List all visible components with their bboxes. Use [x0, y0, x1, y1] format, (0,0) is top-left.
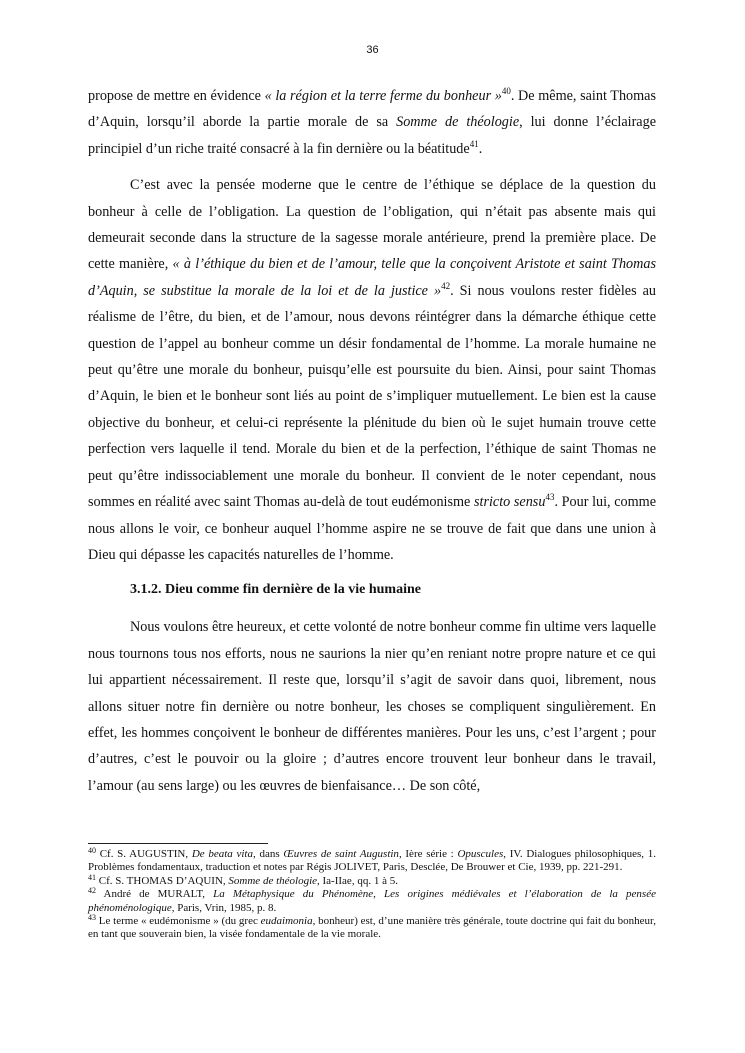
paragraph-2	[88, 172, 656, 568]
text: . Si nous voulons rester fidèles au réalisme de l’être, du bien, et de l’amour, nous devons réintégrer dans la démarche éthique cette question de l’appel au bonheur comme un désir fondamental de l’homme. La morale humaine ne peut qu’être une morale du bonheur, puisqu’elle est poursuite du bien. Ainsi, pour saint Thomas d’Aquin, le bien et le bonheur sont liés au point de s’impliquer mutuellement. Le bien est la cause objective du bonheur, et celui-ci représente la plénitude du bien où le sujet humain trouve cette perfection vers laquelle il tend. Morale du bien et de la perfection, l’éthique de saint Thomas ne peut qu’être indissociablement une morale du bonheur. Il convient de le noter cependant, nous sommes en réalité avec saint Thomas au-delà de tout eudémonisme	[88, 282, 656, 511]
text: propose de mettre en évidence	[88, 88, 265, 104]
text: dans	[255, 848, 284, 860]
footnote-number: 41	[88, 872, 96, 882]
footnotes	[88, 848, 656, 942]
footnote-ref-43[interactable]: 43	[545, 492, 555, 503]
text: , Ière série :	[398, 848, 458, 860]
text: André de MURALT,	[96, 888, 214, 901]
footnote-40	[88, 848, 656, 875]
book-title: Somme de théologie	[396, 114, 520, 131]
text: , Paris, Vrin, 1985, p. 8.	[171, 901, 277, 914]
work-title: Opuscules	[457, 848, 504, 860]
footnote-ref-40[interactable]: 40	[501, 86, 511, 96]
footnote-divider	[88, 843, 268, 844]
footnote-ref-41[interactable]: 41	[469, 138, 479, 149]
quote: « la région et la terre ferme du bonheur »	[264, 88, 502, 104]
footnote-43	[88, 915, 656, 942]
text: , Ia-IIae, qq. 1 à 5.	[317, 874, 398, 887]
footnote-42	[88, 888, 656, 915]
footnote-number: 42	[88, 886, 96, 896]
footnote-41	[88, 872, 656, 888]
work-title: Œuvres de saint Augustin	[283, 848, 399, 860]
work-title: Somme de théologie	[228, 874, 318, 887]
paragraph-3: Nous voulons être heureux, et cette volonté de notre bonheur comme fin ultime vers laquelle nous tournons tous nos efforts, nous ne saurions la nier qu’en reniant notre propre nature et ce qui lui appartient nécessairement. Il reste que, lorsqu’il s’agit de savoir dans quoi, librement, nous allons situer notre fin dernière ou notre bonheur, les choses se compliquent singulièrement. En effet, les hommes conçoivent le bonheur de différentes manières. Pour les uns, c’est l’argent ; pour d’autres, c’est le pouvoir ou la gloire ; d’autres encore trouvent leur bonheur dans le travail, l’amour (au sens large) ou les œuvres de bienfaisance… De son côté,	[88, 619, 656, 794]
footnote-number: 43	[88, 913, 96, 923]
text: Le terme « eudémonisme » (du grec	[96, 915, 261, 928]
latin-term: stricto sensu	[474, 494, 546, 511]
text: , lui donne l’éclairage principiel d’un riche traité consacré à la fin dernière ou la béatitude	[88, 114, 656, 157]
greek-term: eudaimonia	[260, 915, 313, 928]
text: . De même, saint Thomas d’Aquin, lorsqu’il aborde la partie morale de sa	[88, 88, 656, 131]
text: .	[478, 140, 483, 157]
text: . Pour lui, comme nous allons le voir, ce bonheur auquel l’homme aspire ne se trouve de fait que dans une union à Dieu qui dépasse les capacités naturelles de l’homme.	[88, 494, 656, 563]
text: C’est avec la pensée moderne que le centre de l’éthique se déplace de la question du bonheur à celle de l’obligation. La question de l’obligation, qui n’était pas absente mais qui demeurait seconde dans la structure de la sagesse morale antérieure, prend la première place. De cette manière	[88, 177, 656, 273]
text: , bonheur) est, d’une manière très générale, toute doctrine qui fait du bonheur, en tant que souverain bien, la visée fondamentale de la vie morale.	[88, 915, 656, 941]
work-title: De beata vita,	[191, 848, 256, 860]
text: , IV. Dialogues philosophiques, 1. Problèmes fondamentaux, traduction et notes par Régis JOLIVET, Paris, Desclée, De Brouwer et Cie, 1939, pp. 221-291.	[88, 848, 656, 874]
quote: , « à l’éthique du bien et de l’amour, telle que la conçoivent Aristote et saint Thomas d’Aquin, se substitue la morale de la loi et de la justice »	[88, 256, 656, 299]
paragraph-1	[88, 83, 656, 162]
footnote-ref-42[interactable]: 42	[441, 280, 451, 291]
text: Cf. S. AUGUSTIN,	[96, 848, 192, 860]
footnote-number: 40	[88, 846, 96, 855]
text: Cf. S. THOMAS D’AQUIN,	[96, 874, 229, 887]
work-title: La Métaphysique du Phénomène, Les origines médiévales et l’élaboration de la pensée phénoménologique	[88, 888, 656, 914]
body-text	[88, 83, 656, 799]
section-heading: 3.1.2. Dieu comme fin dernière de la vie humaine	[130, 582, 421, 598]
page-number: 36	[366, 44, 379, 56]
